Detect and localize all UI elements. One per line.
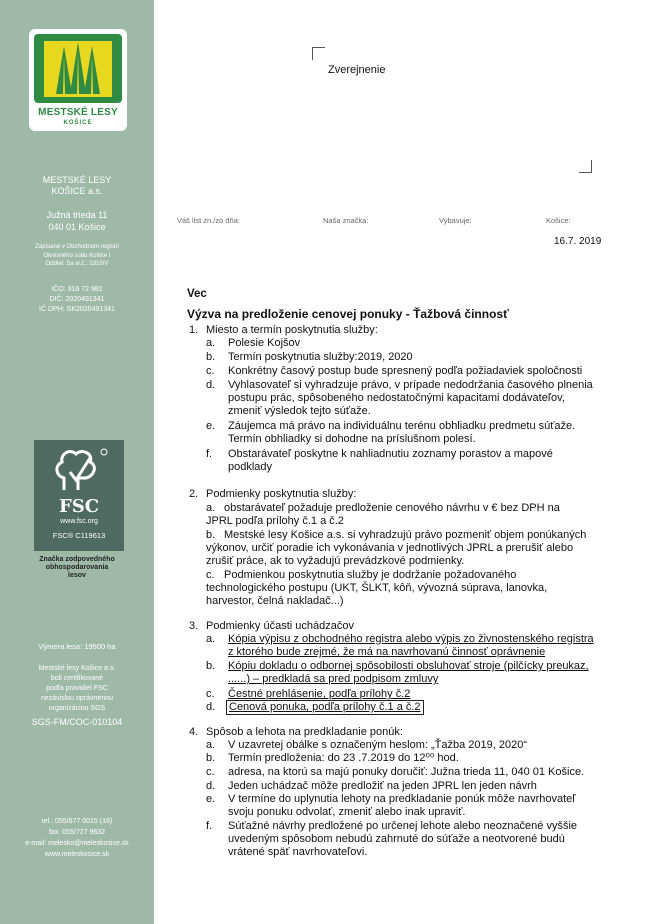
section-3-item-text: Cenová ponuka, podľa prílohy č.1 a č.2: [226, 700, 424, 715]
section-2-item-label: b.: [206, 529, 216, 541]
section-3-item-label: a.: [206, 633, 216, 645]
section-4-item-text: svoju ponuku odvolať, zmeniť alebo inak upraviť.: [228, 806, 466, 818]
section-1-item-label: a.: [206, 337, 216, 349]
document-title: Výzva na predloženie cenovej ponuky - Ťažbová činnosť: [187, 307, 509, 321]
section-1-item-label: d.: [206, 379, 216, 391]
section-1-item-text: postupu prác, spôsobeného nedostatočnými kapacitami dodávateľov,: [228, 392, 565, 404]
section-1-item-text: Záujemca má právo na individuálnu terénu obhliadku predmetu súťaže.: [228, 420, 576, 432]
section-2-item-text: výkonov, určiť poradie ich vykonávania v jednotlivých JPRL a prerušiť alebo: [206, 542, 574, 554]
registry-info: Zapísané v Obchodnom registri Okresného súdu Košice I Oddiel: Sa vl.č.: 1310/V: [35, 244, 119, 267]
logo-subtitle: KOŠICE: [63, 120, 93, 126]
section-1-item-text: zmeniť výsledok tejto súťaže.: [228, 405, 371, 417]
fsc-tree-icon: [34, 440, 124, 496]
section-1-item-text: Konkrétny časový postup bude spresnený podľa požiadaviek spoločnosti: [228, 365, 583, 377]
section-3-item-label: b.: [206, 660, 216, 672]
section-2-item-text: JPRL podľa prílohy č.1 a č.2: [206, 515, 344, 527]
section-3-item-text: ......) – predkladá sa pred podpisom zmluvy: [228, 673, 439, 685]
section-2-item-text: technologického postupu (UKT, ŠLKT, kôň, vývozná súprava, lanovka,: [206, 582, 548, 594]
company-ids: IČO: 316 72 981 DIČ: 2020491341 IČ DPH: SK2020491341: [39, 286, 115, 313]
logo-name: MESTSKÉ LESY: [38, 107, 118, 118]
section-4-item-text: V uzavretej obálke s označeným heslom: „Ťažba 2019, 2020“: [228, 739, 527, 751]
section-4-item-label: d.: [206, 780, 216, 792]
header-place-label: Košice:: [546, 216, 571, 225]
header-handled-by-label: Vybavuje:: [439, 216, 472, 225]
section-4-item-text: Súťažné návrhy predložené po určenej lehote alebo neoznačené vyššie: [228, 820, 578, 832]
section-1-item-text: Vyhlasovateľ si vyhradzuje právo, v prípade nedodržania časového plnenia: [228, 379, 593, 391]
section-2-item-label: c.: [206, 569, 215, 581]
section-2-heading: Podmienky poskytnutia služby:: [206, 488, 357, 500]
section-1-item-label: e.: [206, 420, 216, 432]
section-4-item-text: vrátené späť navrhovateľovi.: [228, 846, 368, 858]
section-1-heading: Miesto a termín poskytnutia služby:: [206, 324, 378, 336]
section-4-item-text: V termíne do uplynutia lehoty na predkladanie ponúk môže navrhovateľ: [228, 793, 576, 805]
section-4-item-label: c.: [206, 766, 215, 778]
section-3-number: 3.: [189, 620, 199, 632]
header-our-ref-label: Naša značka:: [323, 216, 369, 225]
company-name: MESTSKÉ LESY KOŠICE a.s.: [42, 175, 112, 196]
section-4-item-label: f.: [206, 820, 213, 832]
section-2-number: 2.: [189, 488, 199, 500]
section-3-item-text: Kópiu dokladu o odbornej spôsobilosti obsluhovať stroje (pilčícky preukaz,: [228, 660, 589, 672]
section-1-item-text: podklady: [228, 461, 273, 473]
section-2-item-text: Podmienkou poskytnutia služby je dodržanie požadovaného: [224, 569, 517, 581]
section-4-item-text: Termín predloženia: do 23 .7.2019 do 12⁰⁰ hod.: [228, 752, 459, 764]
subject-label: Vec: [187, 288, 207, 300]
section-1-item-label: b.: [206, 351, 216, 363]
certification-code: SGS-FM/COC-010104: [31, 717, 123, 727]
address-window-corner-top: [312, 47, 325, 60]
section-3-item-text: Čestné prehlásenie, podľa prílohy č.2: [228, 688, 411, 700]
section-2-item-text: Mestské lesy Košice a.s. si vyhradzujú právo pozmeniť objem ponúkaných: [224, 529, 587, 541]
section-1-item-text: Termín poskytnutia služby:2019, 2020: [228, 351, 413, 363]
tree-logo-icon: [34, 34, 122, 103]
header-your-ref-label: Váš list zn./zo dňa:: [177, 216, 240, 225]
section-2-item-text: obstarávateľ požaduje predloženie cenového návrhu v € bez DPH na: [224, 502, 560, 514]
section-2-item-label: a.: [206, 502, 216, 514]
section-4-item-text: adresa, na ktorú sa majú ponuky doručiť: Južna trieda 11, 040 01 Košice.: [228, 766, 585, 778]
section-4-item-text: Jeden uchádzač môže predložiť na jeden JPRL len jeden návrh: [228, 780, 537, 792]
company-logo: [29, 29, 127, 131]
section-3-item-label: d.: [206, 701, 216, 713]
section-1-item-text: Termín obhliadky si dohodne na príslušnom polesí.: [228, 433, 476, 445]
section-4-item-label: b.: [206, 752, 216, 764]
section-1-item-label: c.: [206, 365, 215, 377]
section-1-item-text: Obstarávateľ poskytne k nahliadnutiu zoznamy porastov a mapové: [228, 448, 553, 460]
letter-date: 16.7. 2019: [554, 236, 602, 247]
company-address: Južná trieda 11 040 01 Košice: [46, 210, 108, 232]
section-3-heading: Podmienky účasti uchádzačov: [206, 620, 354, 632]
section-3-item-text: Kópia výpisu z obchodného registra alebo výpis zo živnostenského registra: [228, 633, 594, 645]
fsc-caption: Značka zodpovedného obhospodarovania lesov: [39, 556, 115, 579]
section-1-number: 1.: [189, 324, 199, 336]
section-4-heading: Spôsob a lehota na predkladanie ponúk:: [206, 726, 403, 738]
contact-info: tel.: 055/677 0015 (16) fax: 055/727 9632 e-mail: melesko@meleskosice.sk www.meleskosice.sk: [25, 818, 129, 858]
section-4-item-label: a.: [206, 739, 216, 751]
letterhead-sidebar: [0, 0, 154, 924]
section-3-item-label: c.: [206, 688, 215, 700]
forest-area: Výmera lesa: 19500 ha: [38, 642, 116, 651]
section-3-item-text: z ktorého bude zrejmé, že má na navrhovanú činnosť oprávnenie: [228, 646, 546, 658]
section-1-item-text: Polesie Kojšov: [228, 337, 301, 349]
section-4-item-text: uvedeným spôsobom nebudú zahrnuté do súťaže a neotvorené budú: [228, 833, 565, 845]
section-1-item-label: f.: [206, 448, 213, 460]
certification-text: Mestské lesy Košice a.s. boli certifikované podľa pravidiel FSC nezávislou oprávnenou organizáciou SGS: [38, 665, 116, 712]
section-2-item-text: harvestor, čelná nakladač...): [206, 595, 344, 607]
section-4-item-label: e.: [206, 793, 216, 805]
section-2-item-text: zrušiť práce, ak to vyžadujú prevádzkové podmienky.: [206, 555, 465, 567]
address-window-corner-bottom: [579, 160, 592, 173]
fsc-logo: FSC www.fsc.org FSC® C119613: [34, 440, 124, 551]
section-4-number: 4.: [189, 726, 199, 738]
recipient: Zverejnenie: [328, 64, 386, 76]
